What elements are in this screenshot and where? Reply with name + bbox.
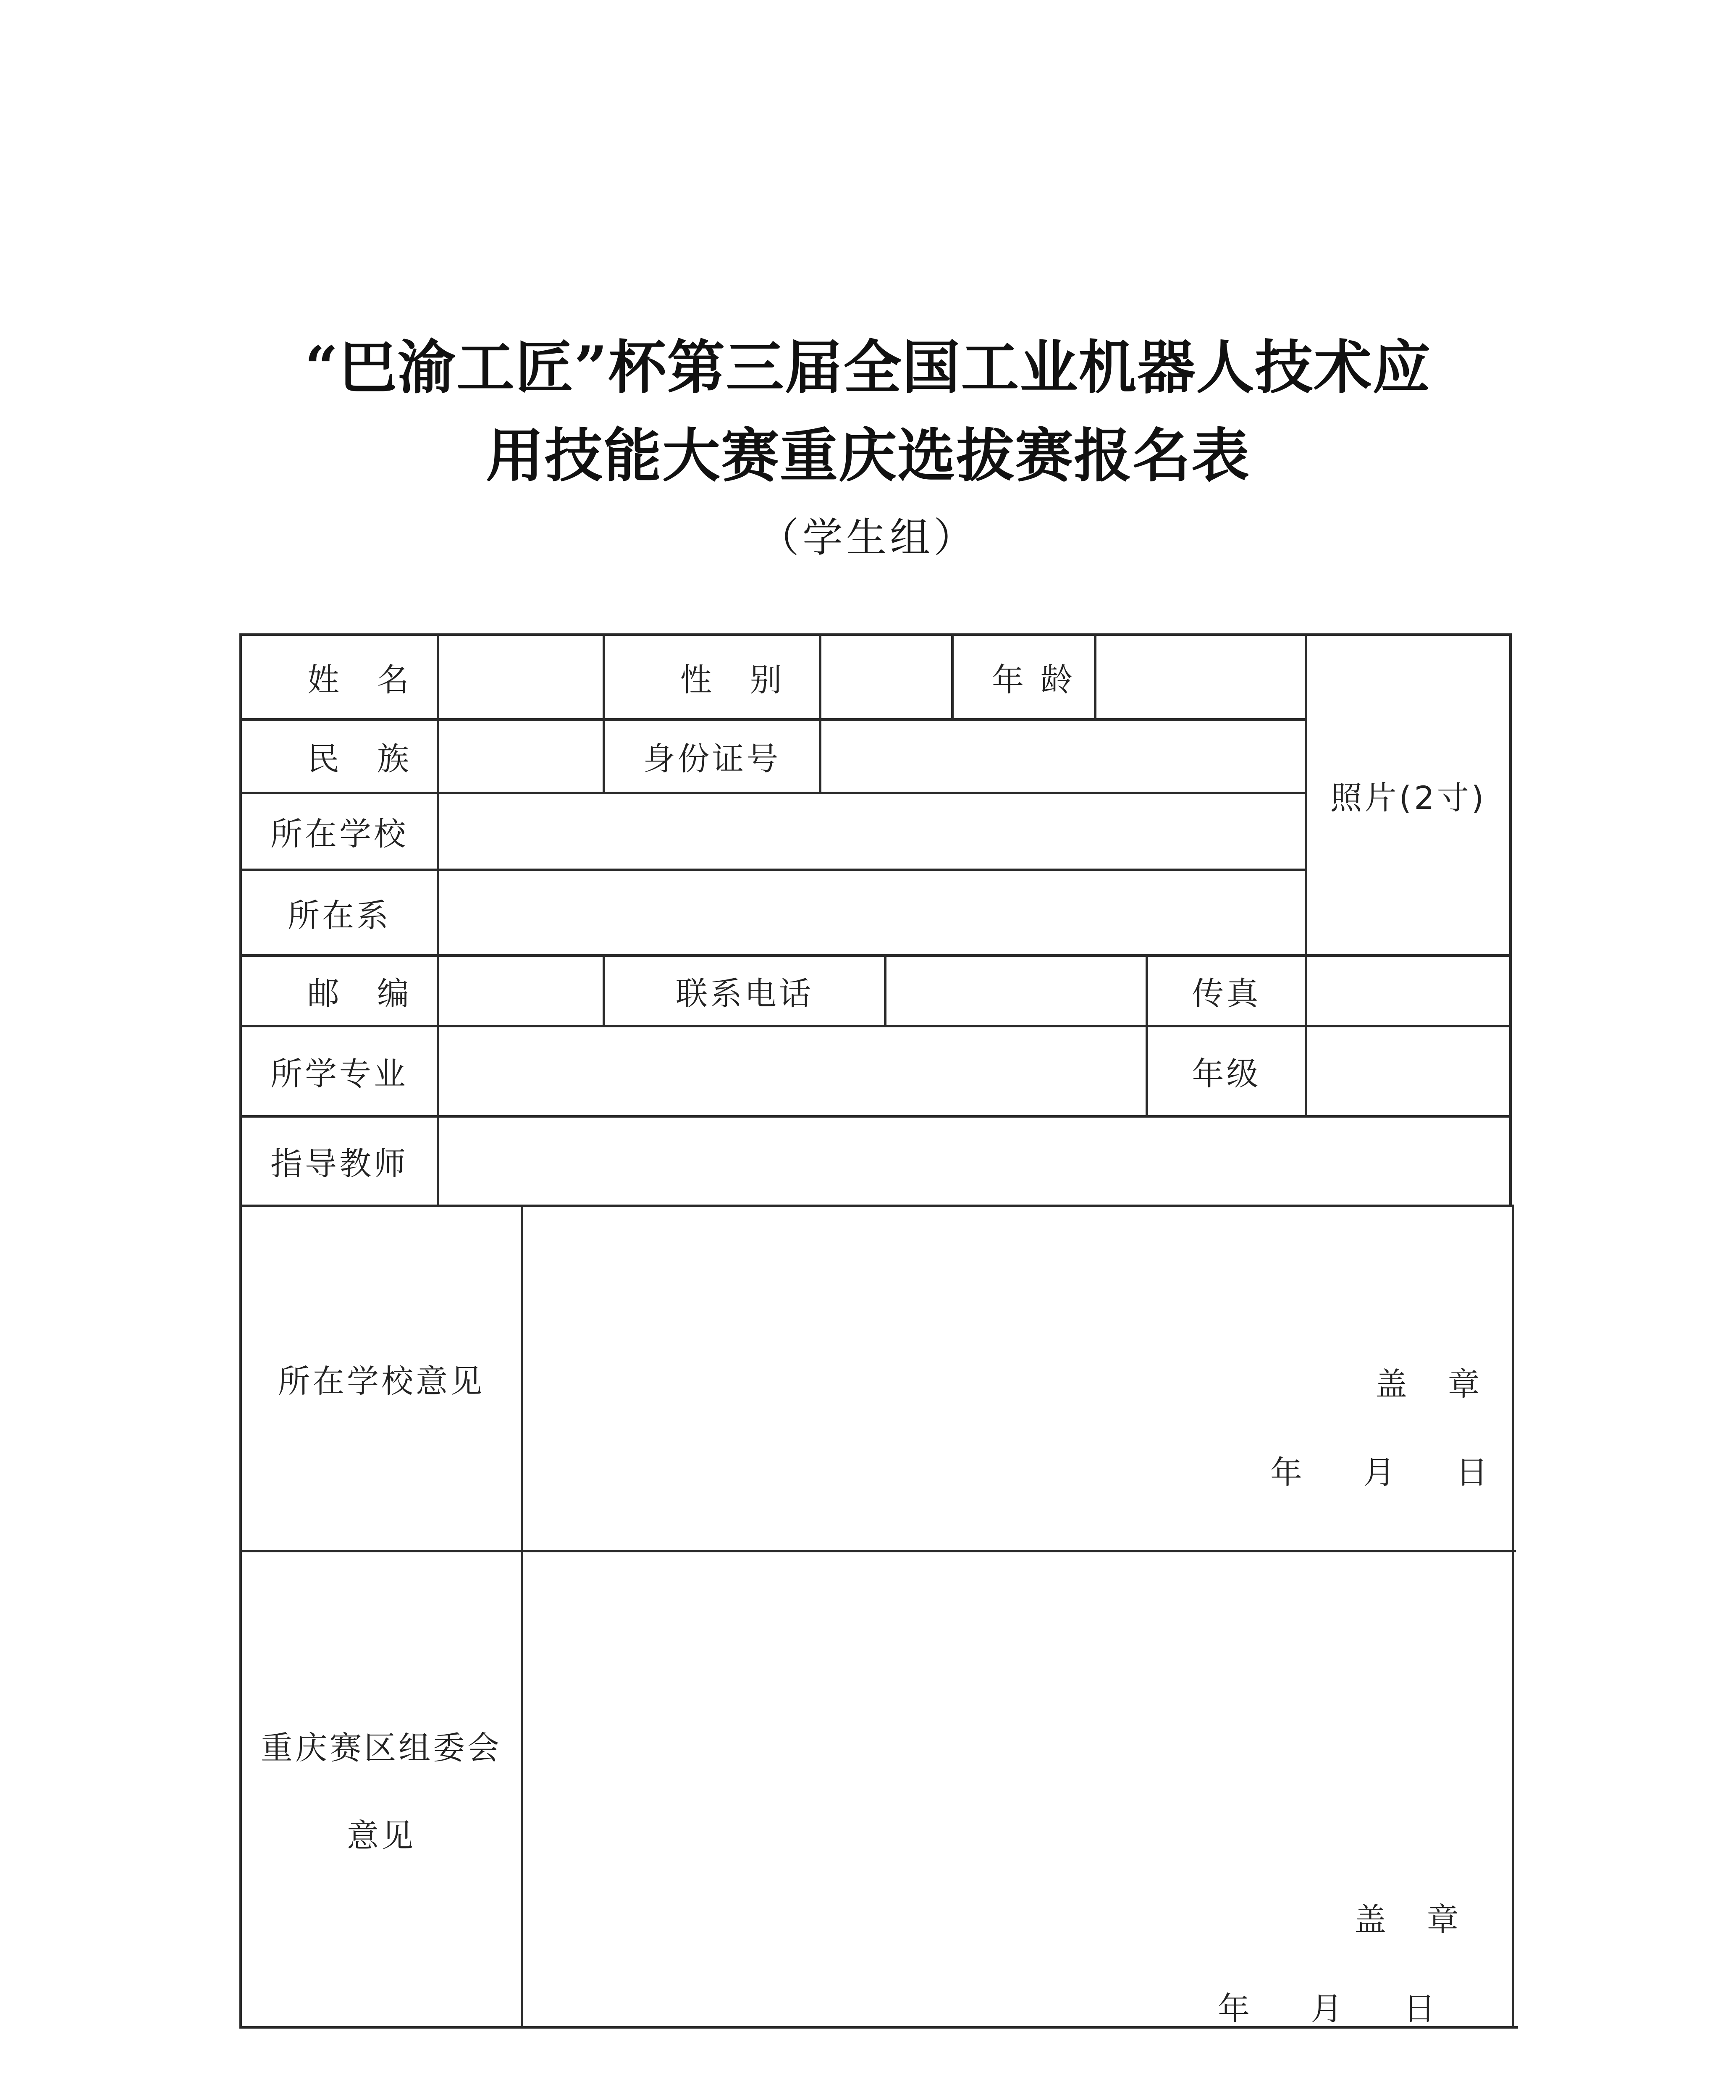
department-label: 所在系	[288, 896, 391, 934]
table-divider	[521, 1205, 523, 2029]
gender-label: 性别	[680, 661, 820, 698]
age-label: 年龄	[992, 661, 1089, 698]
table-border-right	[1512, 1205, 1514, 2029]
fax-label: 传真	[1192, 974, 1261, 1012]
committee-stamp-label: 盖 章	[1354, 1901, 1459, 1938]
document-title-line2: 用技能大赛重庆选拔赛报名表	[485, 421, 1250, 490]
department-field[interactable]	[439, 871, 1305, 954]
fax-field[interactable]	[1307, 957, 1509, 1025]
advisor-label: 指导教师	[270, 1145, 408, 1182]
ethnicity-field[interactable]	[439, 721, 603, 792]
school-field[interactable]	[439, 794, 1305, 869]
committee-date-label: 年 月 日	[1218, 1990, 1435, 2027]
id-number-label: 身份证号	[643, 740, 781, 777]
id-number-field[interactable]	[821, 721, 1305, 792]
grade-label: 年级	[1192, 1055, 1261, 1092]
table-border-right	[1509, 633, 1512, 1207]
document-title-line1: “巴渝工匠”杯第三届全国工业机器人技术应	[304, 333, 1432, 402]
postcode-label: 邮编	[307, 974, 447, 1012]
ethnicity-label: 民族	[307, 740, 447, 777]
major-field[interactable]	[439, 1027, 1146, 1115]
phone-label: 联系电话	[676, 974, 813, 1012]
school-opinion-label: 所在学校意见	[278, 1362, 485, 1400]
phone-field[interactable]	[886, 957, 1146, 1025]
name-label: 姓名	[307, 661, 447, 698]
school-label: 所在学校	[270, 815, 408, 853]
school-date-label: 年 月 日	[1270, 1454, 1488, 1491]
school-stamp-label: 盖 章	[1375, 1365, 1480, 1403]
advisor-field[interactable]	[439, 1118, 1509, 1205]
photo-placeholder: 照片(2寸)	[1330, 779, 1487, 816]
committee-opinion-label	[242, 1552, 521, 2026]
age-field[interactable]	[1096, 636, 1305, 718]
document-subtitle: （学生组）	[759, 514, 977, 561]
gender-field[interactable]	[821, 636, 951, 718]
name-field[interactable]	[439, 636, 603, 718]
footnote	[229, 2094, 716, 2100]
committee-opinion-line2: 意见	[347, 1817, 416, 1854]
major-label: 所学专业	[270, 1055, 408, 1092]
committee-opinion-line1: 重庆赛区组委会	[261, 1729, 502, 1767]
grade-field[interactable]	[1307, 1027, 1509, 1115]
postcode-field[interactable]	[439, 957, 603, 1025]
